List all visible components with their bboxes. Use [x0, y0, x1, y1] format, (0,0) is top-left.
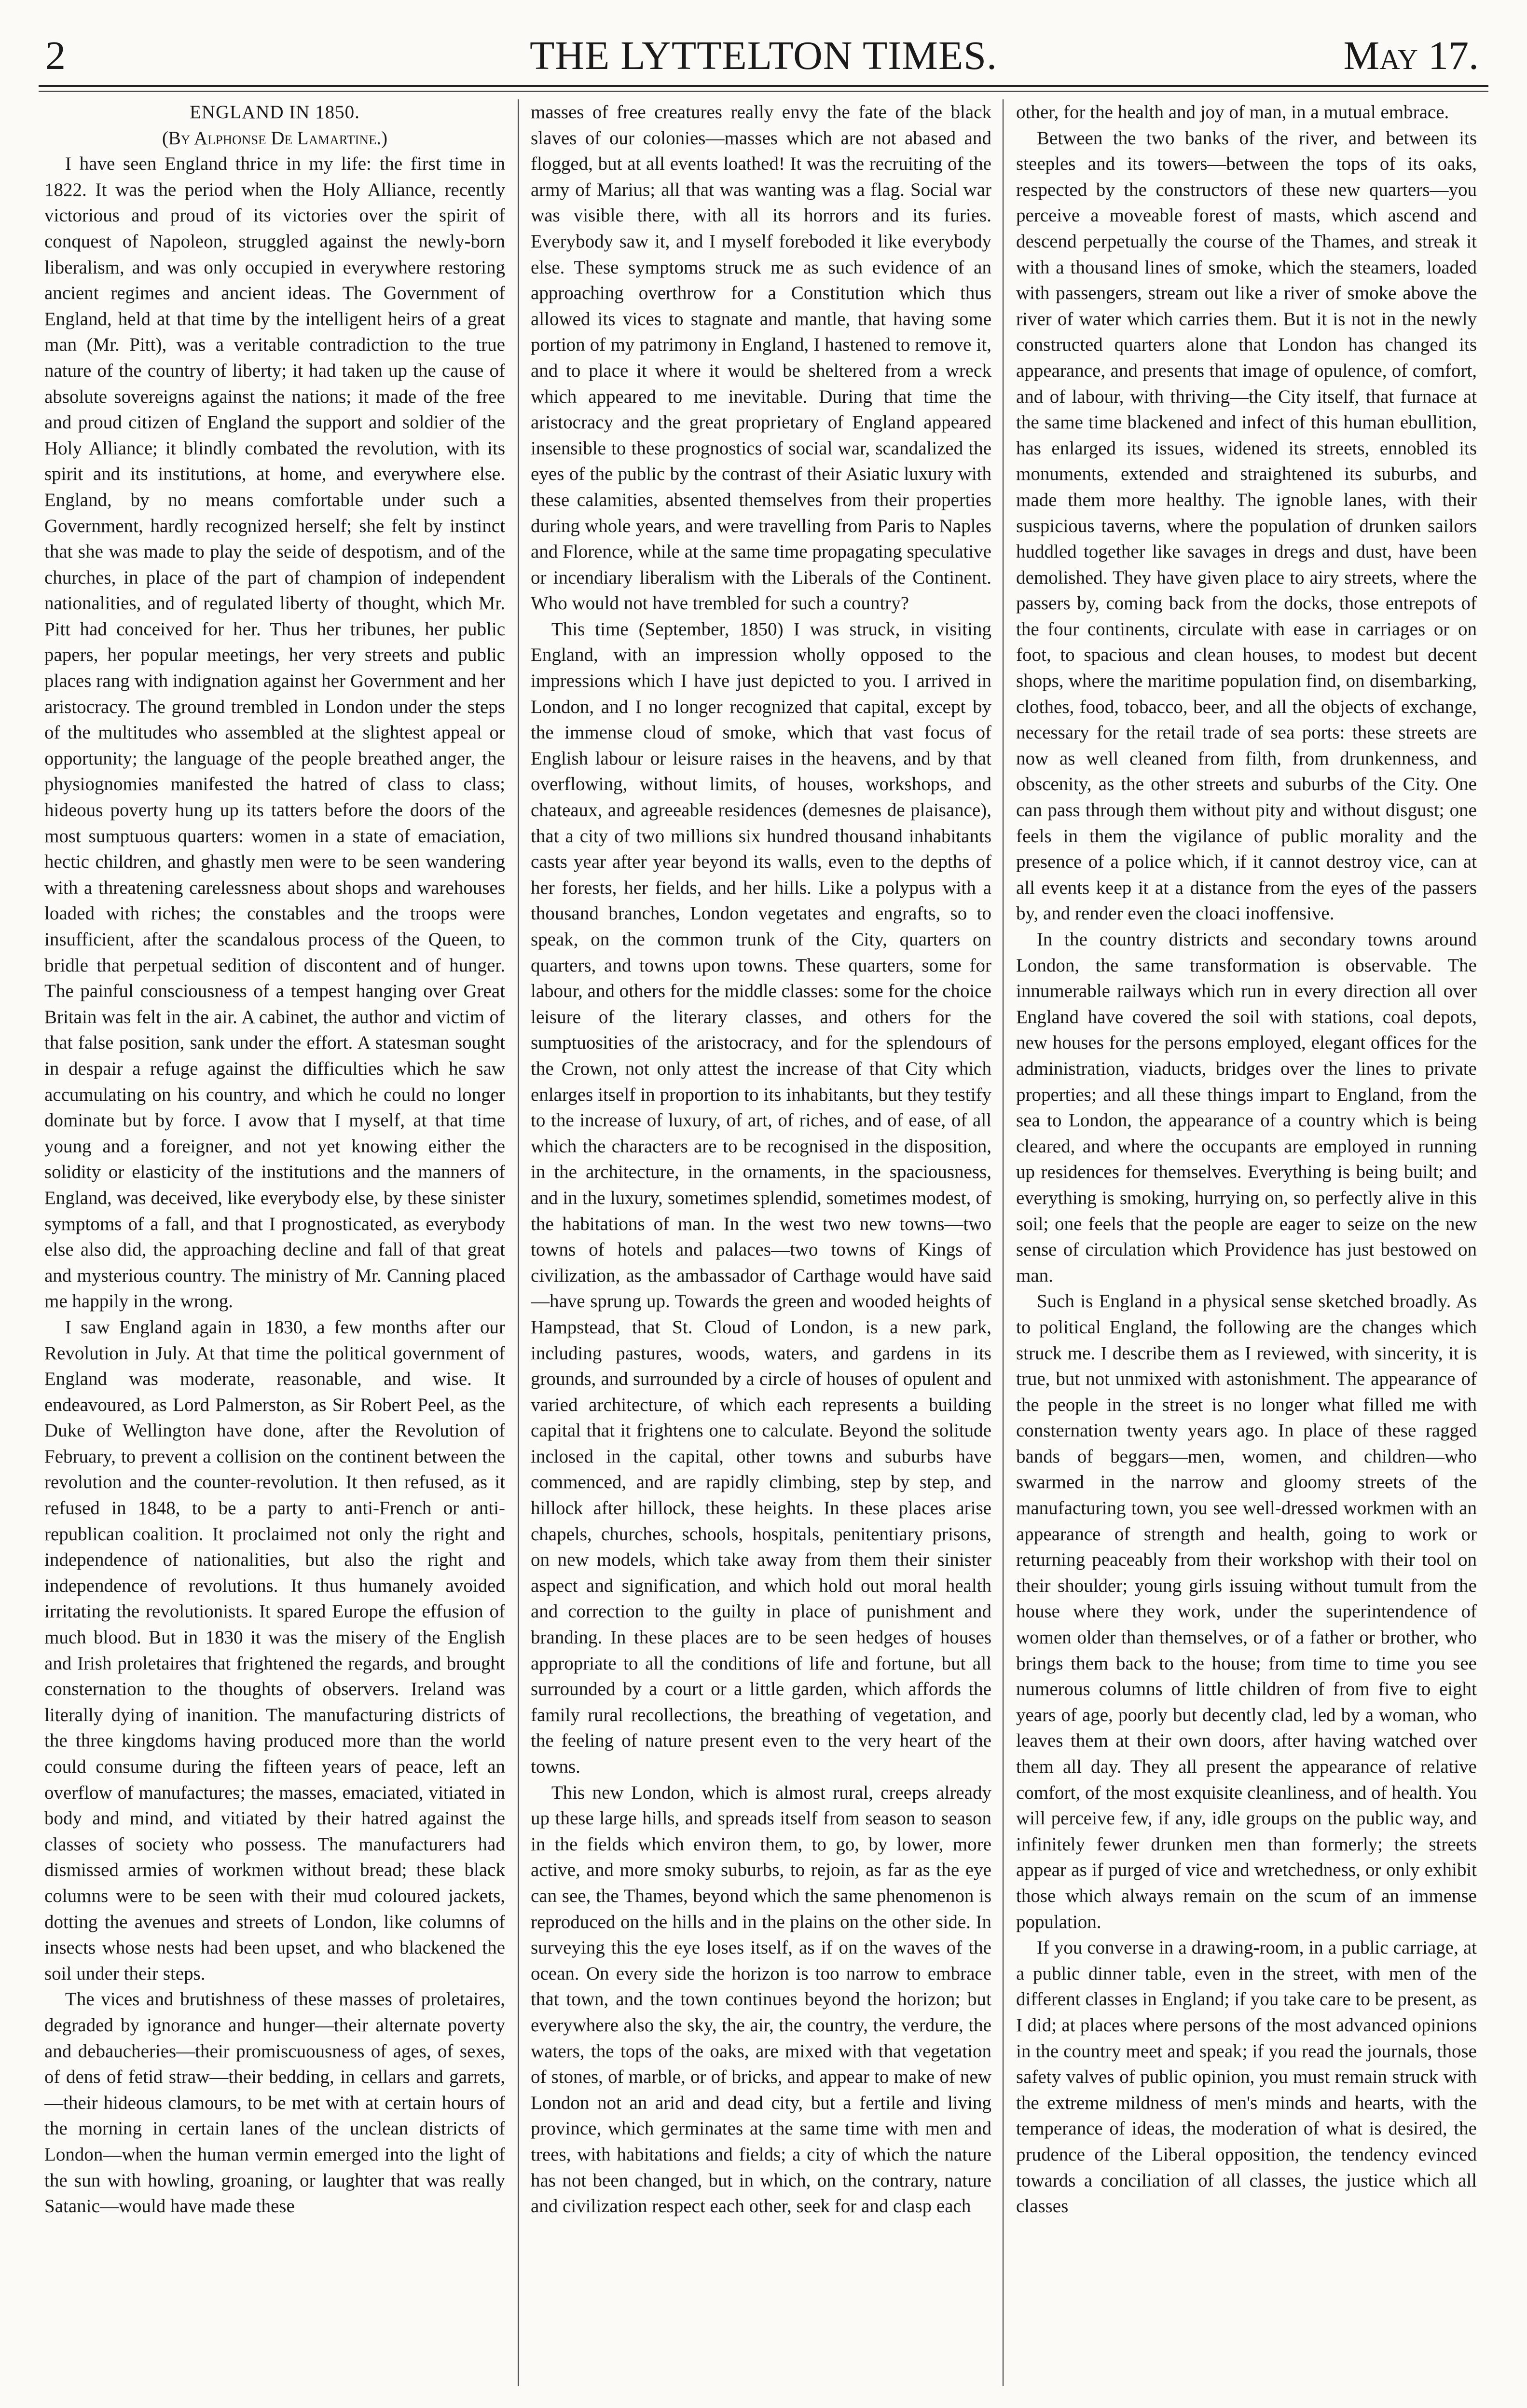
masthead [39, 30, 1488, 83]
paragraph: The vices and brutishness of these masses of proletaires, degraded by ignorance and hunger—their alternate poverty and debaucheries—their promiscuousness of ages, of sexes, of dens of fetid straw—their bedding, in cellars and garrets,—their hideous clamours, to be met with at certain hours of the morning in certain lanes of the unclean districts of London—when the human vermin emerged into the light of the sun with howling, groaning, or laughter that was really Satanic—would have made these [44, 1989, 505, 2217]
masthead-rule-thick [39, 85, 1488, 87]
paragraph: Such is England in a physical sense sketched broadly. As to political England, the following are the changes which struck me. I describe them as I reviewed, with sincerity, it is true, but not unmixed with astonishment. The appearance of the people in the street is no longer what filled me with consternation twenty years ago. In place of these ragged bands of beggars—men, women, and children—who swarmed in the narrow and gloomy streets of the manufacturing town, you see well-dressed workmen with an appearance of strength and health, going to work or returning peaceably from their workshop with their tool on their shoulder; young girls issuing without tumult from the house where they work, under the superintendence of women older than themselves, or of a father or brother, who brings them back to the house; from time to time you see numerous columns of little children of from five to eight years of age, poorly but decently clad, led by a woman, who leaves them at their own doors, after having watched over them all day. They all present the appearance of relative comfort, of the most exquisite cleanliness, and of health. You will perceive few, if any, idle groups on the public way, and infinitely fewer drunken men than formerly; the streets appear as if purged of vice and wretchedness, or only exhibit those which always remain on the scum of an immense population. [1016, 1291, 1477, 1932]
paragraph: other, for the health and joy of man, in a mutual embrace. [1016, 102, 1449, 123]
paragraph: This time (September, 1850) I was struck, in visiting England, with an impression wholly opposed to the impressions which I have just depicted to you. I arrived in London, and I no longer recognized that capital, except by the immense cloud of smoke, which that vast focus of English labour or leisure raises in the heavens, and by that overflowing, without limits, of houses, workshops, and chateaux, and agreeable residences (demesnes de plaisance), that a city of two millions six hundred thousand inhabitants casts year after year beyond its walls, even to the depths of her forests, her fields, and her hills. Like a polypus with a thousand branches, London vegetates and engrafts, so to speak, on the common trunk of the City, quarters on quarters, and towns upon towns. These quarters, some for labour, and others for the middle classes: some for the choice leisure of the literary classes, and others for the sumptuosities of the aristocracy, and for the splendours of the Crown, not only attest the increase of that City which enlarges itself in proportion to its inhabitants, but they testify to the increase of luxury, of art, of riches, and of ease, of all which the characters are to be recognised in the disposition, in the architecture, in the ornaments, in the spaciousness, and in the luxury, sometimes splendid, sometimes modest, of the habitations of man. In the west two new towns—two towns of hotels and palaces—two towns of Kings of civilization, as the ambassador of Carthage would have said—have sprung up. Towards the green and wooded heights of Hampstead, that St. Cloud of London, is a new park, including pastures, woods, waters, and gardens in its grounds, and surrounded by a circle of houses of opulent and varied architecture, of which each represents a building capital that it frightens one to calculate. Beyond the solitude inclosed in the capital, other towns and suburbs have commenced, and are rapidly climbing, step by step, and hillock after hillock, these heights. In these places arise chapels, churches, schools, hospitals, penitentiary prisons, on new models, which take away from them their sinister aspect and signification, and which hold out moral health and correction to the guilty in place of punishment and branding. In these places are to be seen hedges of houses appropriate to all the conditions of life and fortune, but all surrounded by a court or a little garden, which affords the family rural recollections, the breathing of vegetation, and the feeling of nature present even to the very heart of the towns. [531, 618, 991, 1777]
page-number: 2 [45, 33, 66, 78]
paragraph: This new London, which is almost rural, creeps already up these large hills, and spreads itself from season to season in the fields which environ them, to go, by lower, more active, and more smoky suburbs, to rejoin, as far as the eye can see, the Thames, beyond which the same phenomenon is reproduced on the hills and in the plains on the other side. In surveying this the eye loses itself, as if on the waves of the ocean. On every side the horizon is too narrow to embrace that town, and the town continues beyond the horizon; but everywhere also the sky, the air, the country, the verdure, the waters, the tops of the oaks, are mixed with that vegetation of stones, of marble, or of bricks, and appear to make of new London not an arid and dead city, but a fertile and living province, which germinates at the same time with men and trees, with habitations and fields; a city of which the nature has not been changed, but in which, on the contrary, nature and civilization respect each other, seek for and clasp each [531, 1782, 991, 2217]
column-2 [531, 99, 991, 2386]
newspaper-title: THE LYTTELTON TIMES. [530, 33, 997, 78]
article-title: ENGLAND IN 1850. [190, 102, 360, 123]
column-3 [1016, 99, 1477, 2386]
article-byline: (By Alphonse De Lamartine.) [162, 127, 388, 149]
column-divider [1003, 99, 1004, 2386]
column-1 [44, 99, 505, 2386]
paragraph: I saw England again in 1830, a few months after our Revolution in July. At that time the political government of England was moderate, reasonable, and wise. It endeavoured, as Lord Palmerston, as Sir Robert Peel, as the Duke of Wellington have done, after the Revolution of February, to prevent a collision on the continent between the revolution and the counter-revolution. It then refused, as it refused in 1848, to be a party to anti-French or anti-republican coalition. It proclaimed not only the right and independence of nationalities, but also the right and independence of revolutions. It thus humanely avoided irritating the revolutionists. It spared Europe the effusion of much blood. But in 1830 it was the misery of the English and Irish proletaires that frightened the regards, and brought consternation to the thoughts of observers. Ireland was literally dying of inanition. The manufacturing districts of the three kingdoms having produced more than the world could consume during the fifteen years of peace, left an overflow of manufactures; the masses, emaciated, vitiated in body and mind, and vitiated by their hatred against the classes of society who possess. The manufacturers had dismissed armies of workmen without bread; these black columns were to be seen with their mud coloured jackets, dotting the avenues and streets of London, like columns of insects whose nests had been upset, and who blackened the soil under their steps. [44, 1316, 505, 1984]
paragraph: If you converse in a drawing-room, in a public carriage, at a public dinner table, even in the street, with men of the different classes in England; if you take care to be present, as I did; at places where persons of the most advanced opinions in the country meet and speak; if you read the journals, those safety valves of public opinion, you must remain struck with the extreme mildness of men's minds and hearts, with the temperance of ideas, the moderation of what is desired, the prudence of the Liberal opposition, the tendency evinced towards a conciliation of all classes, the justice which all classes [1016, 1937, 1477, 2217]
column-divider [518, 99, 519, 2386]
issue-date: May 17. [1343, 33, 1479, 78]
paragraph: masses of free creatures really envy the fate of the black slaves of our colonies—masses which are not abased and flogged, but at all events loathed! It was the recruiting of the army of Marius; all that was wanting was a flag. Social war was visible there, with all its horrors and its furies. Everybody saw it, and I myself foreboded it like everybody else. These symptoms struck me as such evidence of an approaching overthrow for a Constitution which thus allowed its vices to stagnate and mantle, that having some portion of my patrimony in England, I hastened to remove it, and to place it where it would be sheltered from a wreck which appeared to me inevitable. During that time the aristocracy and the great proprietary of England appeared insensible to these prognostics of social war, scandalized the eyes of the public by the contrast of their Asiatic luxury with these calamities, absented themselves from their properties during whole years, and were travelling from Paris to Naples and Florence, while at the same time propagating speculative or incendiary liberalism with the Liberals of the Continent. Who would not have trembled for such a country? [531, 102, 991, 614]
masthead-rule-thin [39, 91, 1488, 92]
paragraph: I have seen England thrice in my life: the first time in 1822. It was the period when the Holy Alliance, recently victorious and proud of its victories over the spirit of conquest of Napoleon, struggled against the newly-born liberalism, and was only occupied in everywhere restoring ancient regimes and ancient ideas. The Government of England, held at that time by the intelligent heirs of a great man (Mr. Pitt), was a veritable contradiction to the true nature of the country of liberty; it had taken up the cause of absolute sovereigns against the nations; it made of the free and proud citizen of England the support and soldier of the Holy Alliance; it blindly combated the revolution, with its spirit and its institutions, at home, and everywhere else. England, by no means comfortable under such a Government, hardly recognized herself; she felt by instinct that she was made to play the seide of despotism, and of the churches, in place of the part of champion of independent nationalities, and of regulated liberty of thought, which Mr. Pitt had conceived for her. Thus her tribunes, her public papers, her popular meetings, her very streets and public places rang with indignation against her Government and her aristocracy. The ground trembled in London under the steps of the multitudes who assembled at the slightest appeal or opportunity; the language of the people breathed anger, the physiognomies manifested the hatred of class to class; hideous poverty hung up its tatters before the doors of the most sumptuous quarters: women in a state of emaciation, hectic children, and ghastly men were to be seen wandering with a threatening carelessness about shops and warehouses loaded with riches; the constables and the troops were insufficient, after the scandalous process of the Queen, to bridle that perpetual sedition of discontent and of hunger. The painful consciousness of a tempest hanging over Great Britain was felt in the air. A cabinet, the author and victim of that false position, sank under the effort. A statesman sought in despair a refuge against the difficulties which he saw accumulating on his country, and which he could no longer dominate but by force. I avow that I myself, at that time young and a foreigner, and not yet knowing either the solidity or elasticity of the institutions and the manners of England, was deceived, like everybody else, by these sinister symptoms of a fall, and that I prognosticated, as everybody else also did, the approaching decline and fall of that great and mysterious country. The ministry of Mr. Canning placed me happily in the wrong. [44, 153, 505, 1312]
paragraph: Between the two banks of the river, and between its steeples and its towers—between the tops of its oaks, respected by the constructors of these new quarters—you perceive a moveable forest of masts, which ascend and descend perpetually the course of the Thames, and streak it with a thousand lines of smoke, which the steamers, loaded with passengers, stream out like a river of smoke above the river of water which carries them. But it is not in the newly constructed quarters alone that London has changed its appearance, and presents that image of opulence, of comfort, and of labour, with thriving—the City itself, that furnace at the same time blackened and infect of this human ebullition, has enlarged its issues, widened its streets, ennobled its monuments, extended and straightened its suburbs, and made them more healthy. The ignoble lanes, with their suspicious taverns, where the population of drunken sailors huddled together like savages in dregs and dust, have been demolished. They have given place to airy streets, where the passers by, coming back from the docks, those entrepots of the four continents, circulate with ease in carriages or on foot, to spacious and clean houses, to modest but decent shops, where the maritime population find, on disembarking, clothes, food, tobacco, beer, and all the objects of exchange, necessary for the retail trade of sea ports: these streets are now as well cleaned from filth, from drunkenness, and obscenity, as the other streets and suburbs of the City. One can pass through them without pity and without disgust; one feels in them the vigilance of public morality and the presence of a police which, if it cannot destroy vice, can at all events keep it at a distance from the eyes of the passers by, and render even the cloaci inoffensive. [1016, 127, 1477, 924]
paragraph: In the country districts and secondary towns around London, the same transformation is observable. The innumerable railways which run in every direction all over England have covered the soil with stations, coal depots, new houses for the persons employed, elegant offices for the administration, viaducts, bridges over the lines to private properties; and all these things impart to England, from the sea to London, the appearance of a country which is being cleared, and where the occupants are employed in running up residences for themselves. Everything is being built; and everything is smoking, hurrying on, so perfectly alive in this soil; one feels that the people are eager to seize on the new sense of circulation which Providence has just bestowed on man. [1016, 929, 1477, 1286]
